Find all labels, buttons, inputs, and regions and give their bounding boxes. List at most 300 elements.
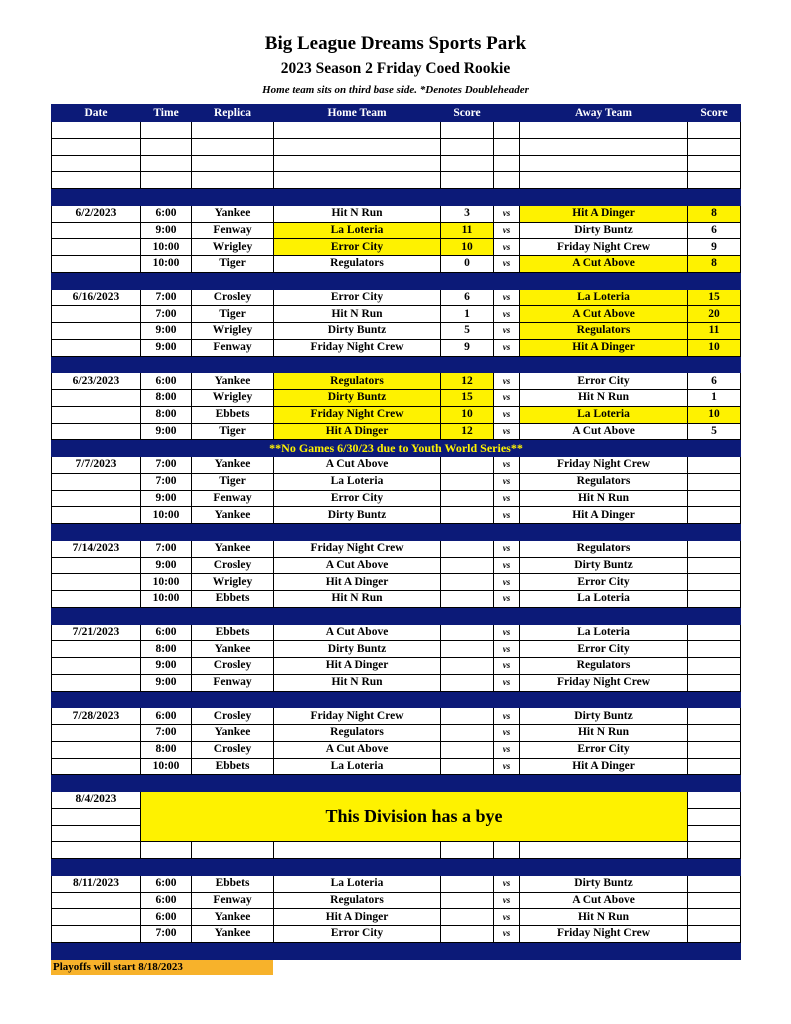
away-score	[688, 725, 741, 742]
game-replica: Ebbets	[192, 624, 274, 641]
away-team: La Loteria	[520, 591, 688, 608]
page-subtitle: 2023 Season 2 Friday Coed Rookie	[280, 60, 511, 77]
game-replica: Yankee	[192, 457, 274, 474]
game-time: 7:00	[141, 473, 192, 490]
home-score	[441, 490, 494, 507]
away-team: Hit A Dinger	[520, 339, 688, 356]
empty-cell	[52, 323, 141, 340]
game-replica: Fenway	[192, 339, 274, 356]
game-time: 8:00	[141, 406, 192, 423]
home-team: Friday Night Crew	[274, 708, 441, 725]
game-row	[52, 507, 741, 524]
schedule-note: Home team sits on third base side. *Denotes Doubleheader	[262, 84, 529, 96]
home-score	[441, 926, 494, 943]
game-row	[52, 323, 741, 340]
vs-label: vs	[494, 892, 520, 909]
schedule-table	[51, 104, 741, 960]
separator-cell	[52, 607, 741, 624]
empty-cell	[52, 909, 141, 926]
empty-cell	[52, 674, 141, 691]
away-score: 8	[688, 256, 741, 273]
game-row	[52, 423, 741, 440]
home-score	[441, 591, 494, 608]
home-team: Error City	[274, 239, 441, 256]
vs-label: vs	[494, 741, 520, 758]
game-replica: Fenway	[192, 674, 274, 691]
vs-label: vs	[494, 641, 520, 658]
game-replica: Crosley	[192, 557, 274, 574]
game-time: 10:00	[141, 507, 192, 524]
empty-cell	[52, 222, 141, 239]
game-time: 10:00	[141, 256, 192, 273]
game-time: 6:00	[141, 205, 192, 222]
game-row	[52, 624, 741, 641]
empty-cell	[52, 172, 141, 189]
away-team: Regulators	[520, 540, 688, 557]
away-score: 1	[688, 390, 741, 407]
home-score: 3	[441, 205, 494, 222]
empty-cell	[688, 155, 741, 172]
away-team: Friday Night Crew	[520, 457, 688, 474]
home-score: 1	[441, 306, 494, 323]
game-time: 8:00	[141, 741, 192, 758]
away-score: 15	[688, 289, 741, 306]
empty-row	[52, 172, 741, 189]
home-score: 6	[441, 289, 494, 306]
game-row	[52, 758, 741, 775]
empty-cell	[192, 155, 274, 172]
game-row	[52, 741, 741, 758]
vs-label: vs	[494, 758, 520, 775]
bye-row	[52, 842, 741, 859]
away-score	[688, 875, 741, 892]
home-team: Dirty Buntz	[274, 390, 441, 407]
vs-label: vs	[494, 457, 520, 474]
home-team: Error City	[274, 490, 441, 507]
home-score	[441, 741, 494, 758]
empty-cell	[274, 138, 441, 155]
empty-cell	[192, 138, 274, 155]
home-team: Regulators	[274, 892, 441, 909]
home-score	[441, 641, 494, 658]
empty-cell	[52, 490, 141, 507]
home-team: Hit A Dinger	[274, 423, 441, 440]
home-score	[441, 457, 494, 474]
vs-label: vs	[494, 591, 520, 608]
away-team: Hit A Dinger	[520, 758, 688, 775]
game-replica: Wrigley	[192, 323, 274, 340]
away-score	[688, 674, 741, 691]
home-team: La Loteria	[274, 758, 441, 775]
away-score	[688, 641, 741, 658]
empty-cell	[52, 557, 141, 574]
week-date: 6/16/2023	[52, 289, 141, 306]
away-team: Hit N Run	[520, 490, 688, 507]
home-team: Hit N Run	[274, 591, 441, 608]
home-team: La Loteria	[274, 875, 441, 892]
away-score: 5	[688, 423, 741, 440]
away-team: Regulators	[520, 323, 688, 340]
separator-row	[52, 942, 741, 959]
week-date: 7/21/2023	[52, 624, 141, 641]
game-time: 7:00	[141, 540, 192, 557]
empty-cell	[52, 473, 141, 490]
separator-row	[52, 775, 741, 792]
game-time: 6:00	[141, 909, 192, 926]
col-home-score: Score	[441, 105, 494, 122]
game-replica: Yankee	[192, 540, 274, 557]
empty-cell	[52, 256, 141, 273]
separator-cell	[52, 775, 741, 792]
empty-cell	[141, 122, 192, 139]
home-team: Hit A Dinger	[274, 658, 441, 675]
empty-cell	[52, 306, 141, 323]
empty-cell	[52, 339, 141, 356]
away-team: Hit N Run	[520, 725, 688, 742]
vs-label: vs	[494, 624, 520, 641]
game-row	[52, 390, 741, 407]
away-team: A Cut Above	[520, 306, 688, 323]
away-score: 10	[688, 406, 741, 423]
empty-cell	[520, 138, 688, 155]
col-date: Date	[52, 105, 141, 122]
home-team: Dirty Buntz	[274, 507, 441, 524]
empty-cell	[688, 138, 741, 155]
game-time: 9:00	[141, 658, 192, 675]
game-replica: Wrigley	[192, 390, 274, 407]
home-team: Error City	[274, 289, 441, 306]
away-score: 11	[688, 323, 741, 340]
empty-cell	[441, 122, 494, 139]
game-replica: Ebbets	[192, 758, 274, 775]
empty-cell	[441, 155, 494, 172]
game-row	[52, 373, 741, 390]
game-row	[52, 658, 741, 675]
game-time: 6:00	[141, 875, 192, 892]
away-score	[688, 473, 741, 490]
vs-label: vs	[494, 725, 520, 742]
game-row	[52, 892, 741, 909]
empty-cell	[141, 138, 192, 155]
vs-label: vs	[494, 423, 520, 440]
game-time: 7:00	[141, 457, 192, 474]
empty-cell	[688, 122, 741, 139]
week-date: 6/2/2023	[52, 205, 141, 222]
vs-label: vs	[494, 658, 520, 675]
away-score	[688, 507, 741, 524]
home-score	[441, 624, 494, 641]
away-team: Dirty Buntz	[520, 222, 688, 239]
home-team: A Cut Above	[274, 557, 441, 574]
away-team: Hit N Run	[520, 390, 688, 407]
empty-cell	[494, 122, 520, 139]
empty-cell	[52, 574, 141, 591]
game-time: 10:00	[141, 239, 192, 256]
playoffs-note: Playoffs will start 8/18/2023	[51, 960, 273, 975]
game-row	[52, 725, 741, 742]
game-time: 10:00	[141, 574, 192, 591]
away-team: Dirty Buntz	[520, 875, 688, 892]
away-team: Error City	[520, 574, 688, 591]
vs-label: vs	[494, 708, 520, 725]
empty-cell	[141, 155, 192, 172]
game-time: 9:00	[141, 222, 192, 239]
vs-label: vs	[494, 222, 520, 239]
vs-label: vs	[494, 574, 520, 591]
game-replica: Yankee	[192, 373, 274, 390]
bye-message: This Division has a bye	[141, 792, 688, 842]
vs-label: vs	[494, 390, 520, 407]
game-row	[52, 256, 741, 273]
home-score: 9	[441, 339, 494, 356]
empty-cell	[52, 892, 141, 909]
game-time: 6:00	[141, 624, 192, 641]
away-team: Friday Night Crew	[520, 239, 688, 256]
bye-row	[52, 792, 741, 809]
empty-cell	[441, 138, 494, 155]
away-score	[688, 909, 741, 926]
game-replica: Yankee	[192, 926, 274, 943]
home-score	[441, 674, 494, 691]
game-row	[52, 339, 741, 356]
game-replica: Tiger	[192, 256, 274, 273]
empty-cell	[52, 842, 141, 859]
away-score: 8	[688, 205, 741, 222]
away-score: 9	[688, 239, 741, 256]
away-team: Regulators	[520, 473, 688, 490]
home-score: 5	[441, 323, 494, 340]
game-replica: Crosley	[192, 741, 274, 758]
empty-cell	[52, 138, 141, 155]
game-row	[52, 708, 741, 725]
separator-cell	[52, 272, 741, 289]
page-title: Big League Dreams Sports Park	[264, 33, 527, 54]
vs-label: vs	[494, 205, 520, 222]
empty-cell	[494, 155, 520, 172]
game-time: 7:00	[141, 725, 192, 742]
empty-cell	[52, 725, 141, 742]
game-replica: Fenway	[192, 490, 274, 507]
game-replica: Ebbets	[192, 591, 274, 608]
home-team: Hit N Run	[274, 674, 441, 691]
away-score: 20	[688, 306, 741, 323]
home-team: Error City	[274, 926, 441, 943]
week-date: 8/4/2023	[52, 792, 141, 809]
game-replica: Yankee	[192, 205, 274, 222]
separator-cell	[52, 524, 741, 541]
away-team: Error City	[520, 641, 688, 658]
away-score	[688, 758, 741, 775]
separator-row	[52, 859, 741, 876]
away-score	[688, 591, 741, 608]
away-score	[688, 457, 741, 474]
home-score: 10	[441, 406, 494, 423]
game-row	[52, 205, 741, 222]
home-team: Dirty Buntz	[274, 323, 441, 340]
home-score	[441, 708, 494, 725]
notice-banner: **No Games 6/30/23 due to Youth World Series**	[52, 440, 741, 457]
home-team: Hit A Dinger	[274, 909, 441, 926]
game-replica: Tiger	[192, 306, 274, 323]
game-row	[52, 457, 741, 474]
home-score	[441, 540, 494, 557]
notice-row	[52, 440, 741, 457]
empty-cell	[141, 842, 192, 859]
empty-cell	[52, 239, 141, 256]
game-row	[52, 926, 741, 943]
vs-label: vs	[494, 306, 520, 323]
empty-cell	[52, 122, 141, 139]
game-row	[52, 473, 741, 490]
home-score	[441, 892, 494, 909]
col-vs	[494, 105, 520, 122]
away-team: Hit A Dinger	[520, 507, 688, 524]
empty-cell	[52, 155, 141, 172]
away-score: 6	[688, 222, 741, 239]
empty-cell	[192, 842, 274, 859]
away-score	[688, 557, 741, 574]
vs-label: vs	[494, 540, 520, 557]
away-score	[688, 490, 741, 507]
empty-cell	[688, 825, 741, 842]
empty-cell	[274, 842, 441, 859]
game-replica: Wrigley	[192, 574, 274, 591]
home-score	[441, 473, 494, 490]
away-team: La Loteria	[520, 289, 688, 306]
game-replica: Fenway	[192, 892, 274, 909]
separator-row	[52, 691, 741, 708]
col-home-team: Home Team	[274, 105, 441, 122]
home-team: Regulators	[274, 256, 441, 273]
away-score	[688, 574, 741, 591]
empty-cell	[192, 172, 274, 189]
home-team: Friday Night Crew	[274, 339, 441, 356]
game-time: 7:00	[141, 306, 192, 323]
game-time: 7:00	[141, 926, 192, 943]
game-row	[52, 674, 741, 691]
vs-label: vs	[494, 875, 520, 892]
separator-cell	[52, 189, 741, 206]
game-replica: Tiger	[192, 473, 274, 490]
vs-label: vs	[494, 323, 520, 340]
separator-cell	[52, 859, 741, 876]
week-date: 6/23/2023	[52, 373, 141, 390]
vs-label: vs	[494, 373, 520, 390]
vs-label: vs	[494, 926, 520, 943]
separator-cell	[52, 691, 741, 708]
game-row	[52, 557, 741, 574]
empty-cell	[192, 122, 274, 139]
separator-row	[52, 607, 741, 624]
home-team: Hit A Dinger	[274, 574, 441, 591]
game-replica: Yankee	[192, 641, 274, 658]
empty-cell	[52, 658, 141, 675]
game-time: 9:00	[141, 557, 192, 574]
vs-label: vs	[494, 256, 520, 273]
game-replica: Crosley	[192, 658, 274, 675]
home-score	[441, 758, 494, 775]
away-team: Error City	[520, 373, 688, 390]
game-time: 9:00	[141, 674, 192, 691]
away-team: La Loteria	[520, 406, 688, 423]
home-score: 0	[441, 256, 494, 273]
vs-label: vs	[494, 507, 520, 524]
game-row	[52, 306, 741, 323]
empty-cell	[494, 138, 520, 155]
empty-cell	[274, 155, 441, 172]
home-score	[441, 725, 494, 742]
separator-cell	[52, 356, 741, 373]
home-score: 12	[441, 423, 494, 440]
game-row	[52, 406, 741, 423]
empty-cell	[441, 172, 494, 189]
col-away-team: Away Team	[520, 105, 688, 122]
home-team: Dirty Buntz	[274, 641, 441, 658]
empty-cell	[520, 155, 688, 172]
empty-cell	[52, 926, 141, 943]
vs-label: vs	[494, 239, 520, 256]
separator-row	[52, 272, 741, 289]
game-replica: Ebbets	[192, 875, 274, 892]
home-score	[441, 909, 494, 926]
home-team: Regulators	[274, 725, 441, 742]
game-time: 6:00	[141, 892, 192, 909]
game-row	[52, 222, 741, 239]
empty-row	[52, 122, 741, 139]
away-team: A Cut Above	[520, 423, 688, 440]
game-time: 10:00	[141, 591, 192, 608]
vs-label: vs	[494, 490, 520, 507]
separator-row	[52, 189, 741, 206]
home-team: La Loteria	[274, 473, 441, 490]
away-team: Hit A Dinger	[520, 205, 688, 222]
empty-cell	[52, 423, 141, 440]
empty-cell	[52, 808, 141, 825]
home-score	[441, 574, 494, 591]
game-row	[52, 490, 741, 507]
home-team: Hit N Run	[274, 205, 441, 222]
empty-cell	[52, 406, 141, 423]
game-time: 10:00	[141, 758, 192, 775]
game-replica: Wrigley	[192, 239, 274, 256]
schedule-body	[52, 122, 741, 960]
home-team: La Loteria	[274, 222, 441, 239]
empty-cell	[441, 842, 494, 859]
game-replica: Yankee	[192, 725, 274, 742]
game-time: 9:00	[141, 490, 192, 507]
col-away-score: Score	[688, 105, 741, 122]
away-team: La Loteria	[520, 624, 688, 641]
home-score	[441, 875, 494, 892]
home-score: 11	[441, 222, 494, 239]
game-replica: Fenway	[192, 222, 274, 239]
away-team: Dirty Buntz	[520, 708, 688, 725]
away-score	[688, 708, 741, 725]
game-row	[52, 574, 741, 591]
home-team: Regulators	[274, 373, 441, 390]
week-date: 7/28/2023	[52, 708, 141, 725]
home-score: 15	[441, 390, 494, 407]
week-date: 8/11/2023	[52, 875, 141, 892]
separator-row	[52, 356, 741, 373]
game-row	[52, 239, 741, 256]
game-replica: Ebbets	[192, 406, 274, 423]
home-team: A Cut Above	[274, 624, 441, 641]
away-score	[688, 540, 741, 557]
vs-label: vs	[494, 674, 520, 691]
away-team: Regulators	[520, 658, 688, 675]
header-row	[52, 105, 741, 122]
